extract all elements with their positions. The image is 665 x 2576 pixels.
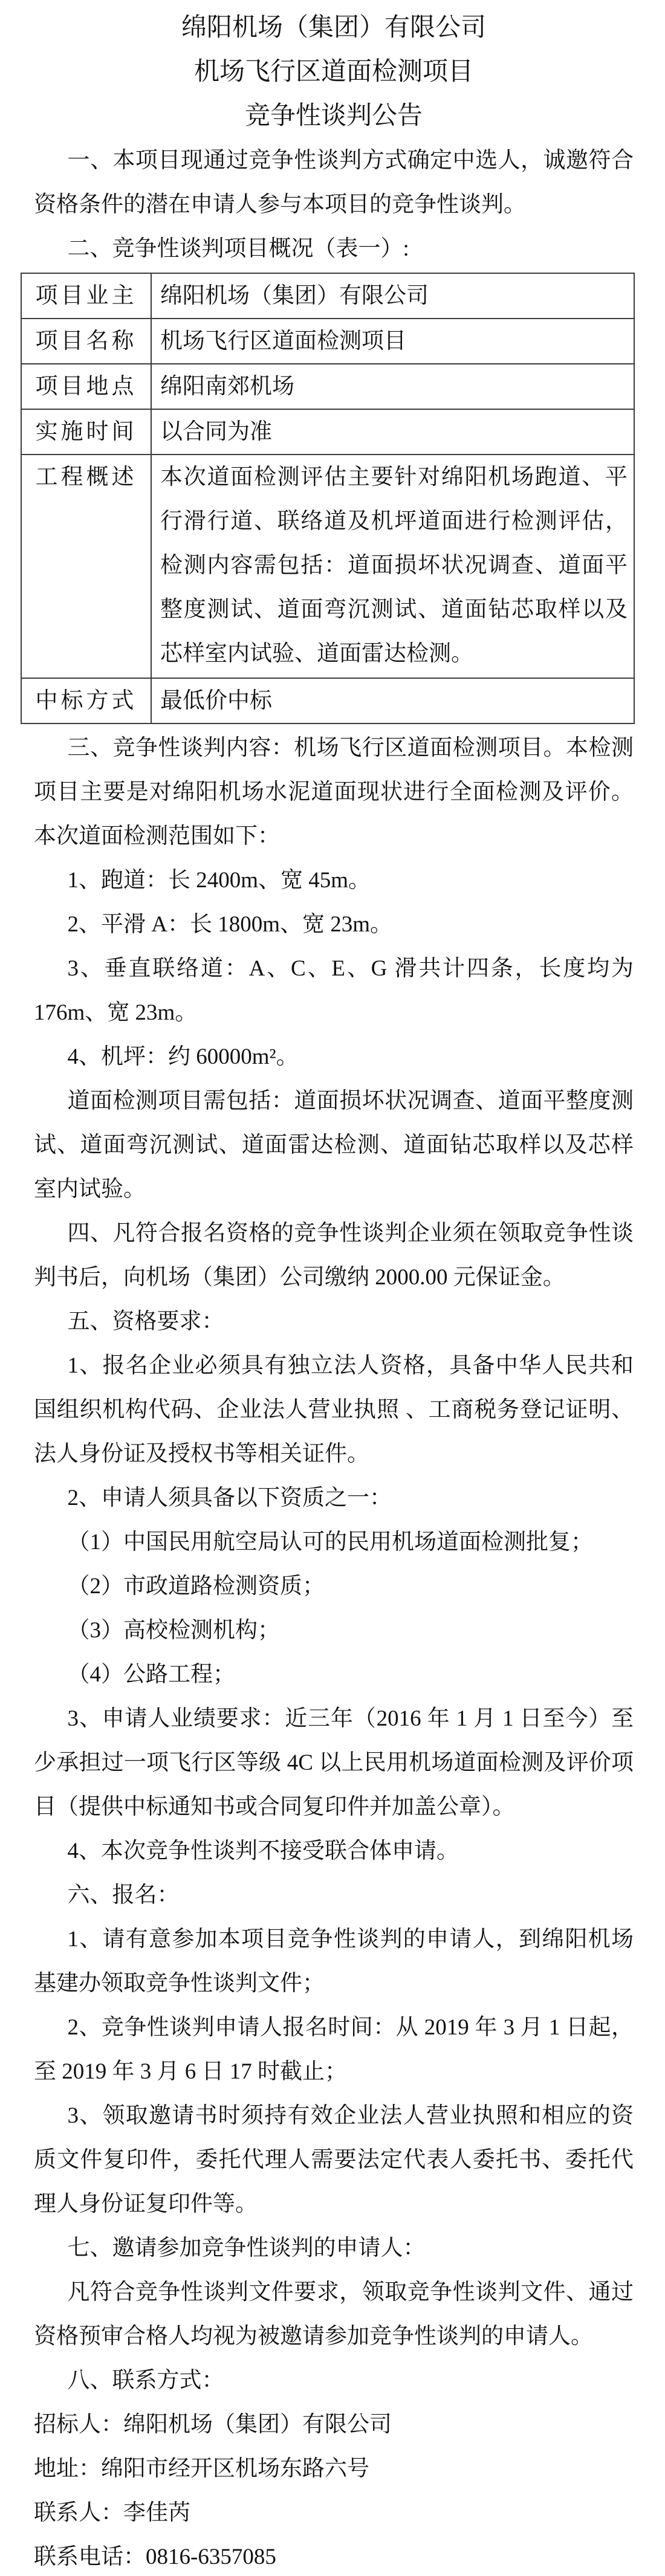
qualification-item-1: 1、报名企业必须具有独立法人资格，具备中华人民共和国组织机构代码、企业法人营业执照 、工商税务登记证明、法人身份证及授权书等相关证件。 (34, 1353, 634, 1466)
table-row-project-name (21, 319, 634, 364)
row-label: 项目地点 (21, 364, 151, 409)
table-row-schedule (21, 409, 634, 455)
section-8-heading: 八、联系方式： (67, 2368, 224, 2393)
doc-title-project: 机场飞行区道面检测项目 (193, 58, 473, 86)
overview-table-heading: 二、竞争性谈判项目概况（表一）: (67, 236, 409, 261)
contact-phone: 联系电话：0816-6357085 (34, 2545, 276, 2569)
section-5-heading: 五、资格要求： (67, 1309, 224, 1334)
row-value: 本次道面检测评估主要针对绵阳机场跑道、平行滑行道、联络道及机坪道面进行检测评估，检测内容需包括：道面损坏状况调查、道面平整度测试、道面弯沉测试、道面钻芯取样以及芯样室内试验、道面雷达检测。 (151, 455, 634, 678)
row-label: 项目业主 (21, 273, 151, 319)
row-label: 实施时间 (21, 409, 151, 455)
registration-item-2: 2、竞争性谈判申请人报名时间：从 2019 年 3 月 1 日起，至 2019 年 3 月 6 日 17 时截止； (34, 2015, 634, 2084)
qualification-item-2: 2、申请人须具备以下资质之一： (67, 1486, 392, 1510)
credential-option-3: （3）高校检测机构； (67, 1618, 280, 1643)
credential-option-4: （4）公路工程； (67, 1662, 235, 1687)
table-row-scope (21, 455, 634, 678)
table-row-owner (21, 273, 634, 319)
row-value: 机场飞行区道面检测项目 (151, 319, 634, 364)
row-value: 以合同为准 (151, 409, 634, 455)
row-label: 中标方式 (21, 678, 151, 723)
scope-item-link-taxiways: 3、垂直联络道：A、C、E、G 滑共计四条，长度均为 176m、宽 23m。 (34, 956, 634, 1025)
row-label: 工程概述 (21, 455, 151, 678)
project-overview-table (21, 273, 635, 724)
registration-item-1: 1、请有意参加本项目竞争性谈判的申请人，到绵阳机场基建办领取竞争性谈判文件； (34, 1927, 634, 1996)
table-row-award-method (21, 678, 634, 723)
scope-test-items: 道面检测项目需包括：道面损坏状况调查、道面平整度测试、道面弯沉测试、道面雷达检测、道面钻芯取样以及芯样室内试验。 (34, 1089, 634, 1202)
contact-tenderee: 招标人：绵阳机场（集团）有限公司 (34, 2412, 392, 2437)
registration-item-3: 3、领取邀请书时须持有效企业法人营业执照和相应的资质文件复印件，委托代理人需要法定代表人委托书、委托代理人身份证复印件等。 (34, 2103, 634, 2216)
section-4-deposit: 四、凡符合报名资格的竞争性谈判企业须在领取竞争性谈判书后，向机场（集团）公司缴纳 2000.00 元保证金。 (34, 1221, 634, 1290)
row-label: 项目名称 (21, 319, 151, 364)
row-value: 绵阳南郊机场 (151, 364, 634, 409)
row-value: 绵阳机场（集团）有限公司 (151, 273, 634, 319)
contact-person: 联系人：李佳芮 (34, 2500, 190, 2525)
scope-item-taxiway-a: 2、平滑 A：长 1800m、宽 23m。 (67, 912, 393, 937)
qualification-item-3: 3、申请人业绩要求：近三年（2016 年 1 月 1 日至今）至少承担过一项飞行区等级 4C 以上民用机场道面检测及评价项目（提供中标通知书或合同复印件并加盖公章）。 (34, 1706, 634, 1819)
section-3-content: 三、竞争性谈判内容：机场飞行区道面检测项目。本检测项目主要是对绵阳机场水泥道面现状进行全面检测及评价。本次道面检测范围如下： (34, 736, 634, 849)
doc-title-notice-type: 竞争性谈判公告 (244, 102, 423, 130)
qualification-item-4: 4、本次竞争性谈判不接受联合体申请。 (67, 1839, 459, 1863)
table-row-location (21, 364, 634, 409)
credential-option-2: （2）市政道路检测资质； (67, 1574, 325, 1599)
scope-item-apron: 4、机坪：约 60000m²。 (67, 1044, 299, 1069)
scope-item-runway: 1、跑道：长 2400m、宽 45m。 (67, 868, 371, 893)
intro-paragraph: 一、本项目现通过竞争性谈判方式确定中选人，诚邀符合资格条件的潜在申请人参与本项目的竞争性谈判。 (34, 148, 634, 217)
doc-title-company: 绵阳机场（集团）有限公司 (181, 14, 486, 42)
credential-option-1: （1）中国民用航空局认可的民用机场道面检测批复； (67, 1530, 593, 1555)
section-6-heading: 六、报名： (67, 1883, 180, 1908)
section-7-content: 凡符合竞争性谈判文件要求，领取竞争性谈判文件、通过资格预审合格人均视为被邀请参加竞争性谈判的申请人。 (34, 2280, 634, 2349)
section-7-heading: 七、邀请参加竞争性谈判的申请人： (67, 2236, 426, 2260)
contact-address: 地址：绵阳市经开区机场东路六号 (34, 2456, 369, 2481)
row-value: 最低价中标 (151, 678, 634, 723)
